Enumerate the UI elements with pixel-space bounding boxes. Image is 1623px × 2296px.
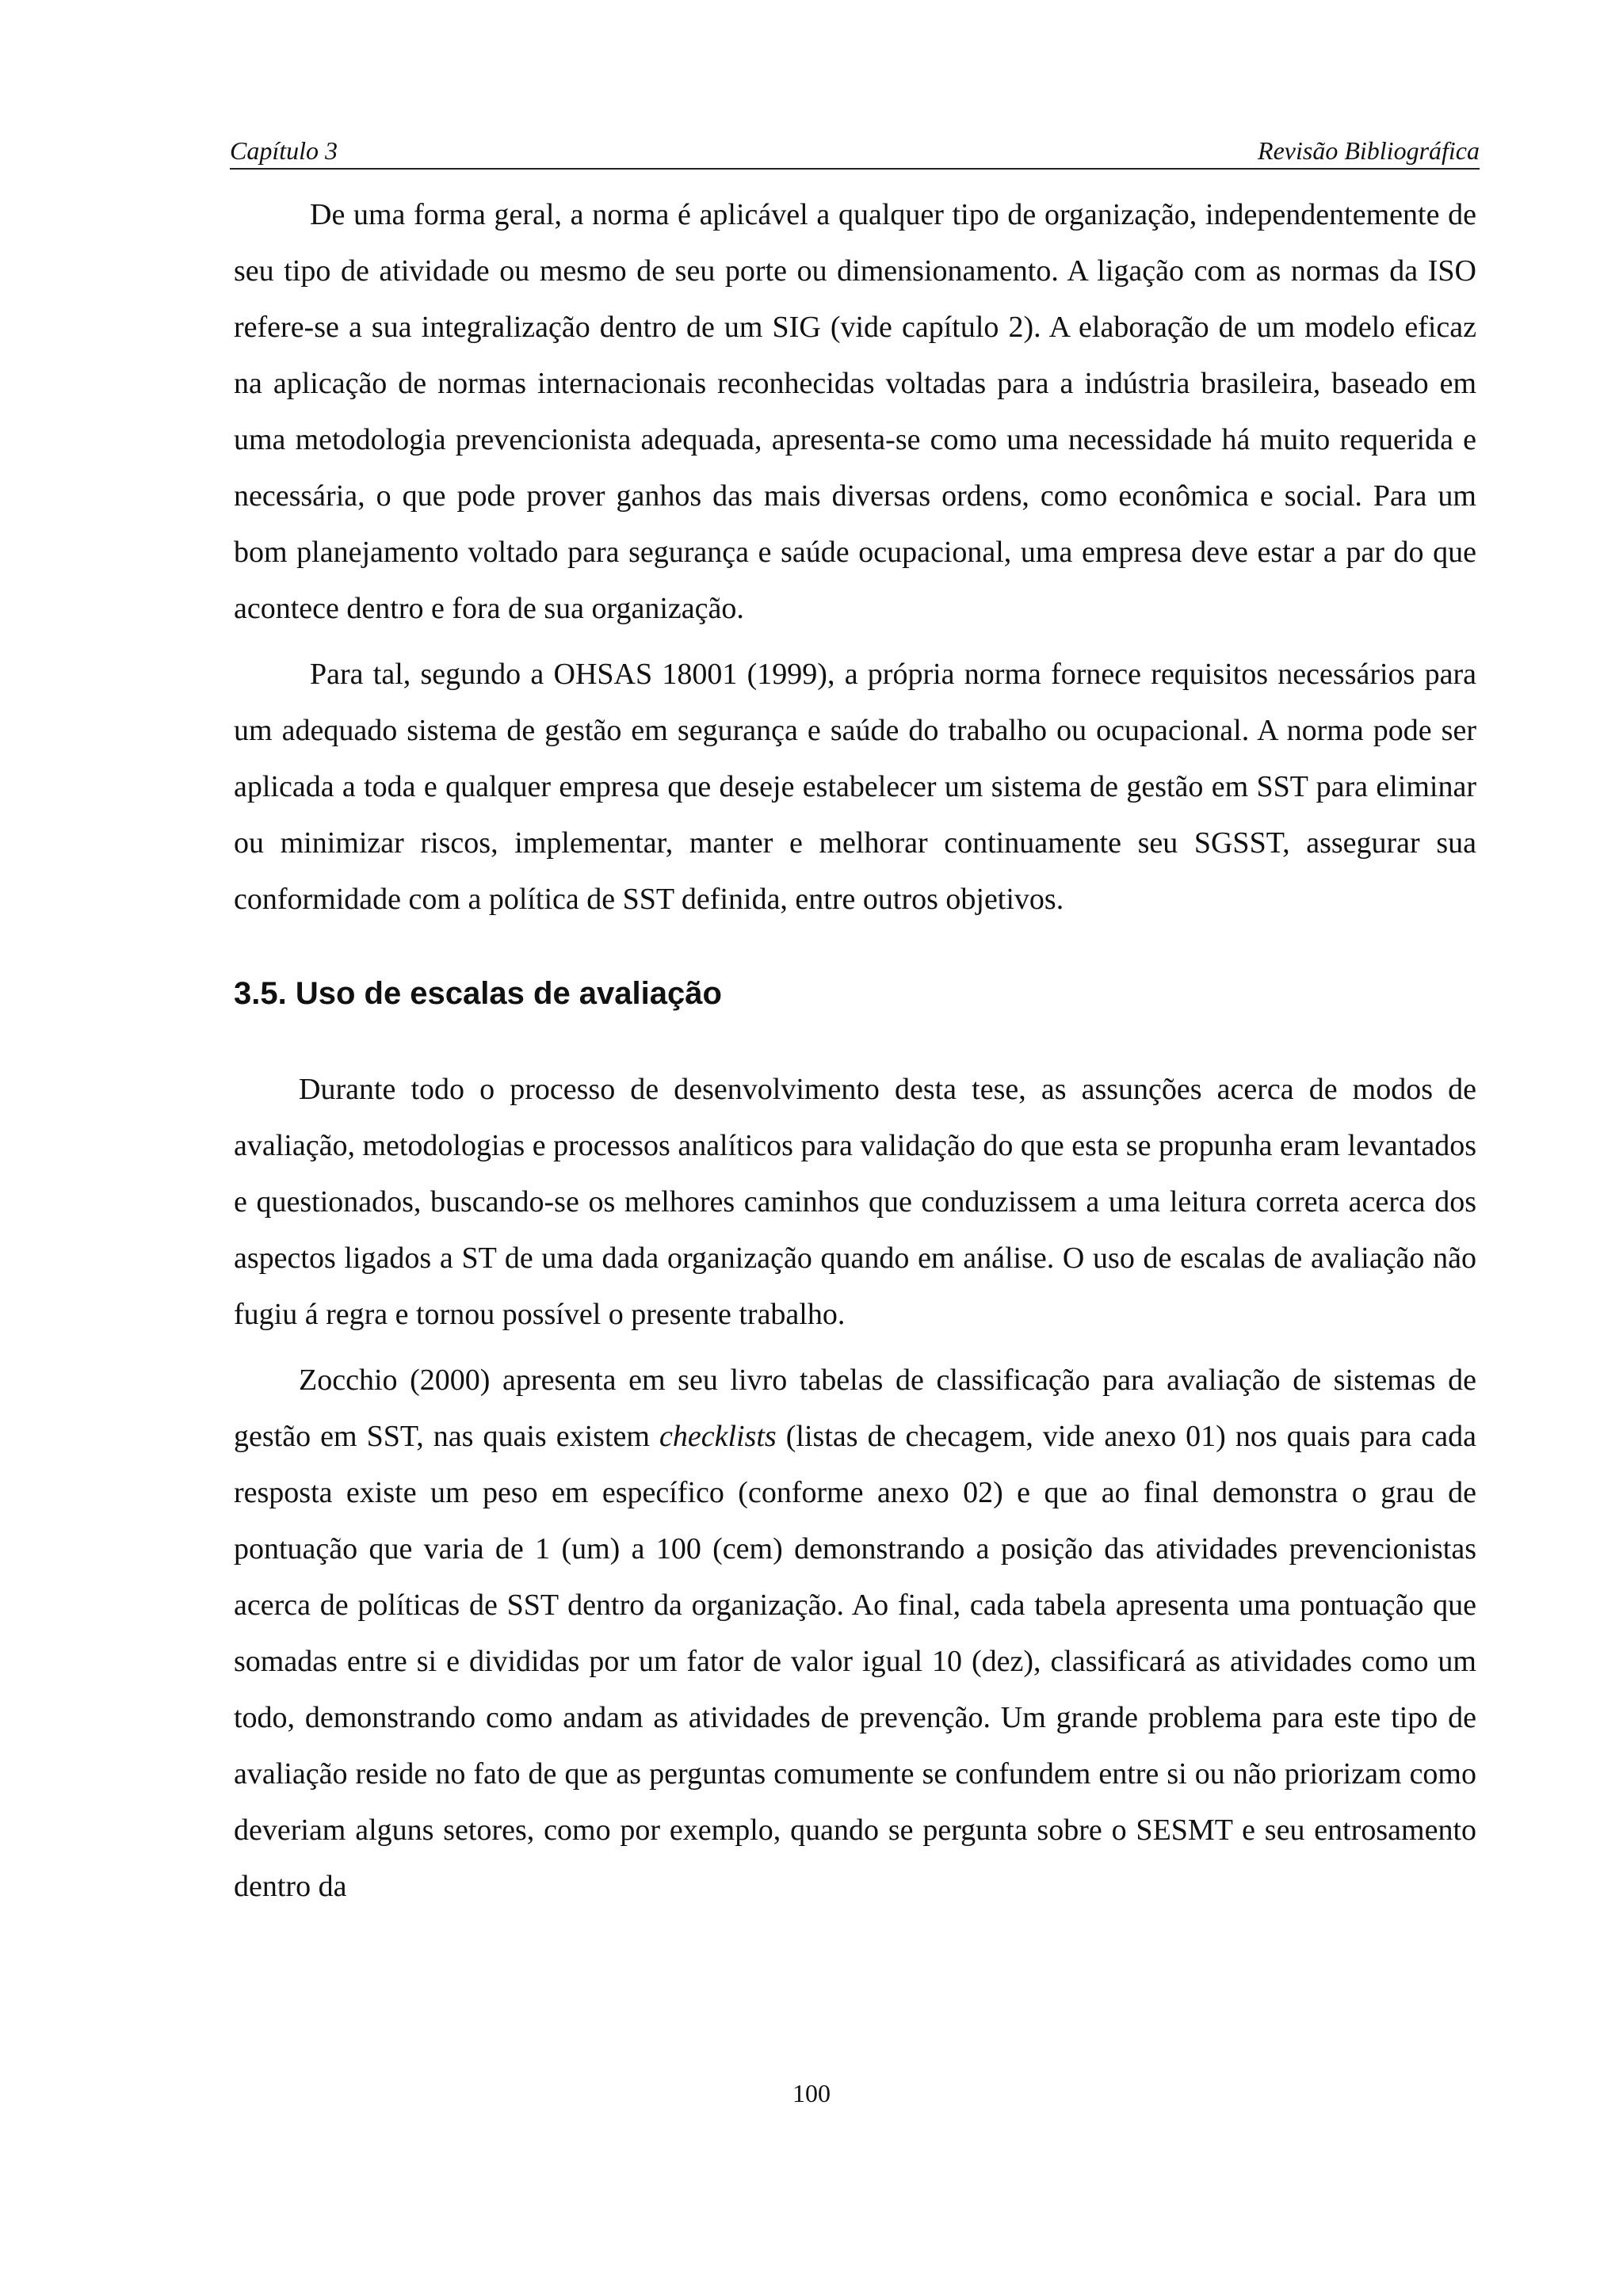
body-text: [234, 187, 1476, 1915]
paragraph-4: [234, 1352, 1476, 1915]
paragraph-3: Durante todo o processo de desenvolvimento desta tese, as assunções acerca de modos de avaliação, metodologias e processos analíticos para validação do que esta se propunha eram levantados e questionados, buscando-se os melhores caminhos que conduzissem a uma leitura correta acerca dos aspectos ligados a ST de uma dada organização quando em análise. O uso de escalas de avaliação não fugiu á regra e tornou possível o presente trabalho.: [234, 1073, 1476, 1331]
page-number: 100: [792, 2079, 831, 2107]
section-heading: 3.5. Uso de escalas de avaliação: [234, 976, 722, 1011]
paragraph-4-text-start: Zocchio (2000) apresenta em seu livro tabelas de classificação para avaliação de sistemas de gestão em SST, nas quais existem: [234, 1363, 1476, 1453]
header-chapter: Capítulo 3: [230, 136, 338, 165]
header-section-title: Revisão Bibliográfica: [1258, 136, 1480, 165]
checklists-term: checklists: [659, 1420, 777, 1453]
header-rule: [230, 168, 1480, 170]
running-header: [230, 133, 1480, 168]
paragraph-1: De uma forma geral, a norma é aplicável a qualquer tipo de organização, independentemente de seu tipo de atividade ou mesmo de seu porte ou dimensionamento. A ligação com as normas da ISO refere-se a sua integralização dentro de um SIG (vide capítulo 2). A elaboração de um modelo eficaz na aplicação de normas internacionais reconhecidas voltadas para a indústria brasileira, baseado em uma metodologia prevencionista adequada, apresenta-se como uma necessidade há muito requerida e necessária, o que pode prover ganhos das mais diversas ordens, como econômica e social. Para um bom planejamento voltado para segurança e saúde ocupacional, uma empresa deve estar a par do que acontece dentro e fora de sua organização.: [234, 198, 1476, 625]
paragraph-2: Para tal, segundo a OHSAS 18001 (1999), a própria norma fornece requisitos necessários para um adequado sistema de gestão em segurança e saúde do trabalho ou ocupacional. A norma pode ser aplicada a toda e qualquer empresa que deseje estabelecer um sistema de gestão em SST para eliminar ou minimizar riscos, implementar, manter e melhorar continuamente seu SGSST, assegurar sua conformidade com a política de SST definida, entre outros objetivos.: [234, 658, 1476, 916]
paragraph-4-text-end: (listas de checagem, vide anexo 01) nos quais para cada resposta existe um peso em específico (conforme anexo 02) e que ao final demonstra o grau de pontuação que varia de 1 (um) a 100 (cem) demonstrando a posição das atividades prevencionistas acerca de políticas de SST dentro da organização. Ao final, cada tabela apresenta uma pontuação que somadas entre si e divididas por um fator de valor igual 10 (dez), classificará as atividades como um todo, demonstrando como andam as atividades de prevenção. Um grande problema para este tipo de avaliação reside no fato de que as perguntas comumente se confundem entre si ou não priorizam como deveriam alguns setores, como por exemplo, quando se pergunta sobre o SESMT e seu entrosamento dentro da: [234, 1420, 1476, 1903]
